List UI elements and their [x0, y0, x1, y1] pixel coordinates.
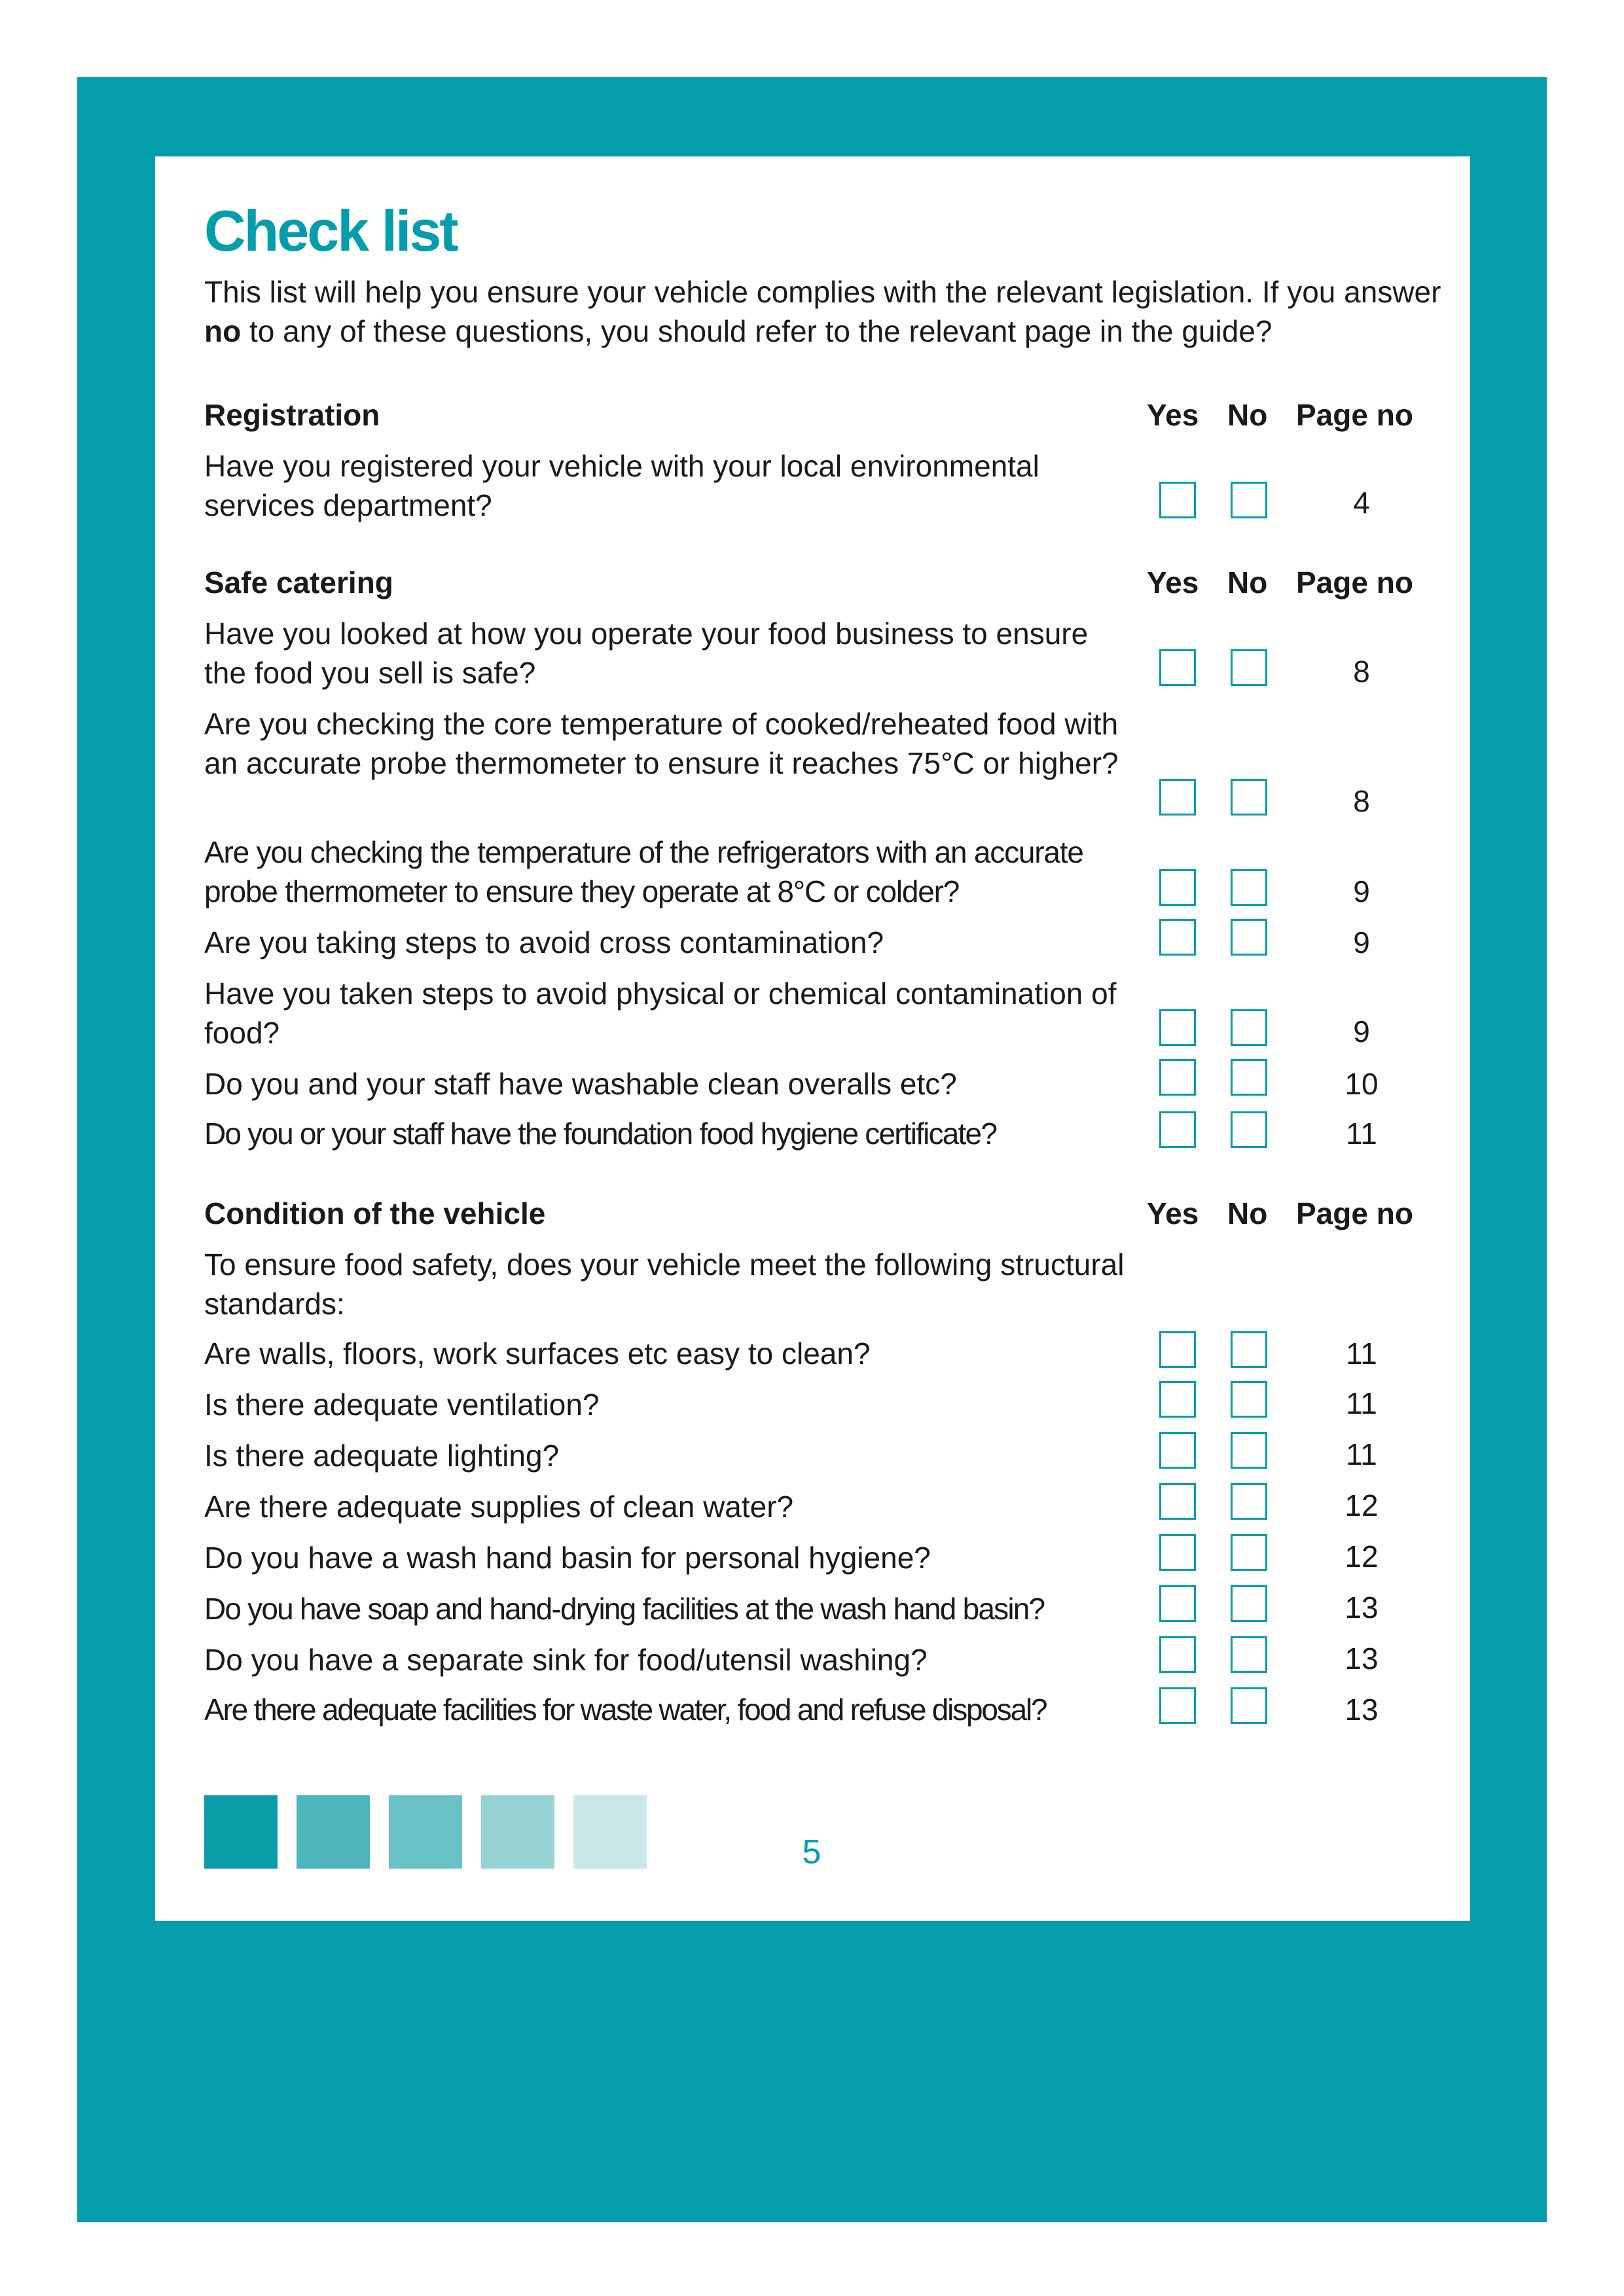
page-ref: 9 — [1353, 1014, 1370, 1049]
page-ref: 12 — [1344, 1539, 1379, 1573]
section-intro-text: To ensure food safety, does your vehicle meet the following structural standards: — [204, 1247, 1125, 1321]
no-checkbox[interactable] — [1231, 1636, 1267, 1673]
column-header-yes: Yes — [1147, 398, 1199, 432]
yes-checkbox[interactable] — [1159, 482, 1196, 518]
no-checkbox[interactable] — [1231, 649, 1267, 686]
section-title-condition: Condition of the vehicle — [204, 1196, 546, 1230]
column-header-no: No — [1227, 398, 1268, 432]
no-checkbox[interactable] — [1231, 482, 1267, 518]
no-checkbox[interactable] — [1231, 1111, 1267, 1148]
page-ref: 13 — [1344, 1590, 1379, 1624]
question-text: Is there adequate ventilation? — [204, 1388, 600, 1422]
column-header-page-no: Page no — [1296, 398, 1413, 432]
yes-checkbox[interactable] — [1159, 1432, 1196, 1469]
yes-checkbox[interactable] — [1159, 869, 1196, 906]
question-text: Have you looked at how you operate your food business to ensure the food you sell is safe? — [204, 617, 1089, 690]
color-swatch — [481, 1795, 554, 1869]
page-ref: 9 — [1353, 874, 1370, 908]
page-ref: 4 — [1353, 486, 1370, 520]
yes-checkbox[interactable] — [1159, 1059, 1196, 1096]
column-header-yes: Yes — [1147, 1196, 1199, 1230]
yes-checkbox[interactable] — [1159, 1009, 1196, 1046]
question-text: Are there adequate facilities for waste water, food and refuse disposal? — [204, 1693, 1047, 1727]
color-swatch — [389, 1795, 462, 1869]
page-ref: 8 — [1353, 784, 1370, 818]
intro-text-end: to any of these questions, you should refer to the relevant page in the guide? — [241, 314, 1272, 348]
column-header-page-no: Page no — [1296, 1196, 1413, 1230]
no-checkbox[interactable] — [1231, 1687, 1267, 1724]
page-ref: 12 — [1344, 1488, 1379, 1522]
yes-checkbox[interactable] — [1159, 1381, 1196, 1418]
yes-checkbox[interactable] — [1159, 779, 1196, 816]
section-title-safe-catering: Safe catering — [204, 565, 393, 600]
question-text: Do you have a wash hand basin for personal hygiene? — [204, 1541, 931, 1575]
page-ref: 11 — [1346, 1386, 1377, 1420]
yes-checkbox[interactable] — [1159, 1636, 1196, 1673]
page-ref: 13 — [1344, 1641, 1379, 1676]
yes-checkbox[interactable] — [1159, 1687, 1196, 1724]
column-header-page-no: Page no — [1296, 565, 1413, 600]
question-text: Have you taken steps to avoid physical or chemical contamination of food? — [204, 977, 1117, 1050]
no-checkbox[interactable] — [1231, 1534, 1267, 1571]
question-text: Is there adequate lighting? — [204, 1439, 560, 1473]
yes-checkbox[interactable] — [1159, 1585, 1196, 1622]
yes-checkbox[interactable] — [1159, 1534, 1196, 1571]
yes-checkbox[interactable] — [1159, 1111, 1196, 1148]
question-text: Are you checking the core temperature of cooked/reheated food with an accurate probe thermometer to ensure it reaches 75°C or higher? — [204, 707, 1119, 780]
no-checkbox[interactable] — [1231, 779, 1267, 816]
question-text: Are you checking the temperature of the refrigerators with an accurate probe thermometer to ensure they operate at 8°C or colder? — [204, 835, 1083, 908]
question-text: Are walls, floors, work surfaces etc easy to clean? — [204, 1336, 871, 1371]
no-checkbox[interactable] — [1231, 1483, 1267, 1520]
color-swatch — [204, 1795, 278, 1869]
page-title: Check list — [204, 198, 457, 263]
column-header-no: No — [1227, 1196, 1268, 1230]
no-checkbox[interactable] — [1231, 1009, 1267, 1046]
question-text: Do you and your staff have washable clean overalls etc? — [204, 1067, 957, 1101]
intro-paragraph — [204, 272, 1461, 351]
page-ref: 13 — [1344, 1693, 1379, 1727]
yes-checkbox[interactable] — [1159, 919, 1196, 956]
question-text: Have you registered your vehicle with your local environmental services department? — [204, 449, 1039, 522]
question-text: Are there adequate supplies of clean water? — [204, 1490, 794, 1524]
section-title-registration: Registration — [204, 398, 380, 432]
question-text: Do you have a separate sink for food/utensil washing? — [204, 1643, 928, 1677]
no-checkbox[interactable] — [1231, 869, 1267, 906]
column-header-yes: Yes — [1147, 565, 1199, 600]
page-ref: 10 — [1344, 1067, 1379, 1101]
no-checkbox[interactable] — [1231, 1381, 1267, 1418]
yes-checkbox[interactable] — [1159, 1483, 1196, 1520]
page-ref: 9 — [1353, 925, 1370, 960]
question-text: Are you taking steps to avoid cross contamination? — [204, 925, 884, 960]
page-ref: 11 — [1346, 1336, 1377, 1371]
column-header-no: No — [1227, 565, 1268, 600]
yes-checkbox[interactable] — [1159, 649, 1196, 686]
intro-text-start: This list will help you ensure your vehicle complies with the relevant legislation. If you answer — [204, 275, 1441, 309]
color-swatch — [573, 1795, 647, 1869]
yes-checkbox[interactable] — [1159, 1331, 1196, 1368]
no-checkbox[interactable] — [1231, 1059, 1267, 1096]
no-checkbox[interactable] — [1231, 1432, 1267, 1469]
color-swatch — [297, 1795, 370, 1869]
question-text: Do you have soap and hand-drying facilities at the wash hand basin? — [204, 1592, 1045, 1626]
page-ref: 11 — [1346, 1437, 1377, 1471]
page-number: 5 — [802, 1833, 821, 1871]
no-checkbox[interactable] — [1231, 919, 1267, 956]
page-ref: 11 — [1346, 1117, 1377, 1151]
page-ref: 8 — [1353, 655, 1370, 689]
question-text: Do you or your staff have the foundation food hygiene certificate? — [204, 1117, 997, 1151]
no-checkbox[interactable] — [1231, 1331, 1267, 1368]
intro-bold-no: no — [204, 314, 242, 348]
no-checkbox[interactable] — [1231, 1585, 1267, 1622]
